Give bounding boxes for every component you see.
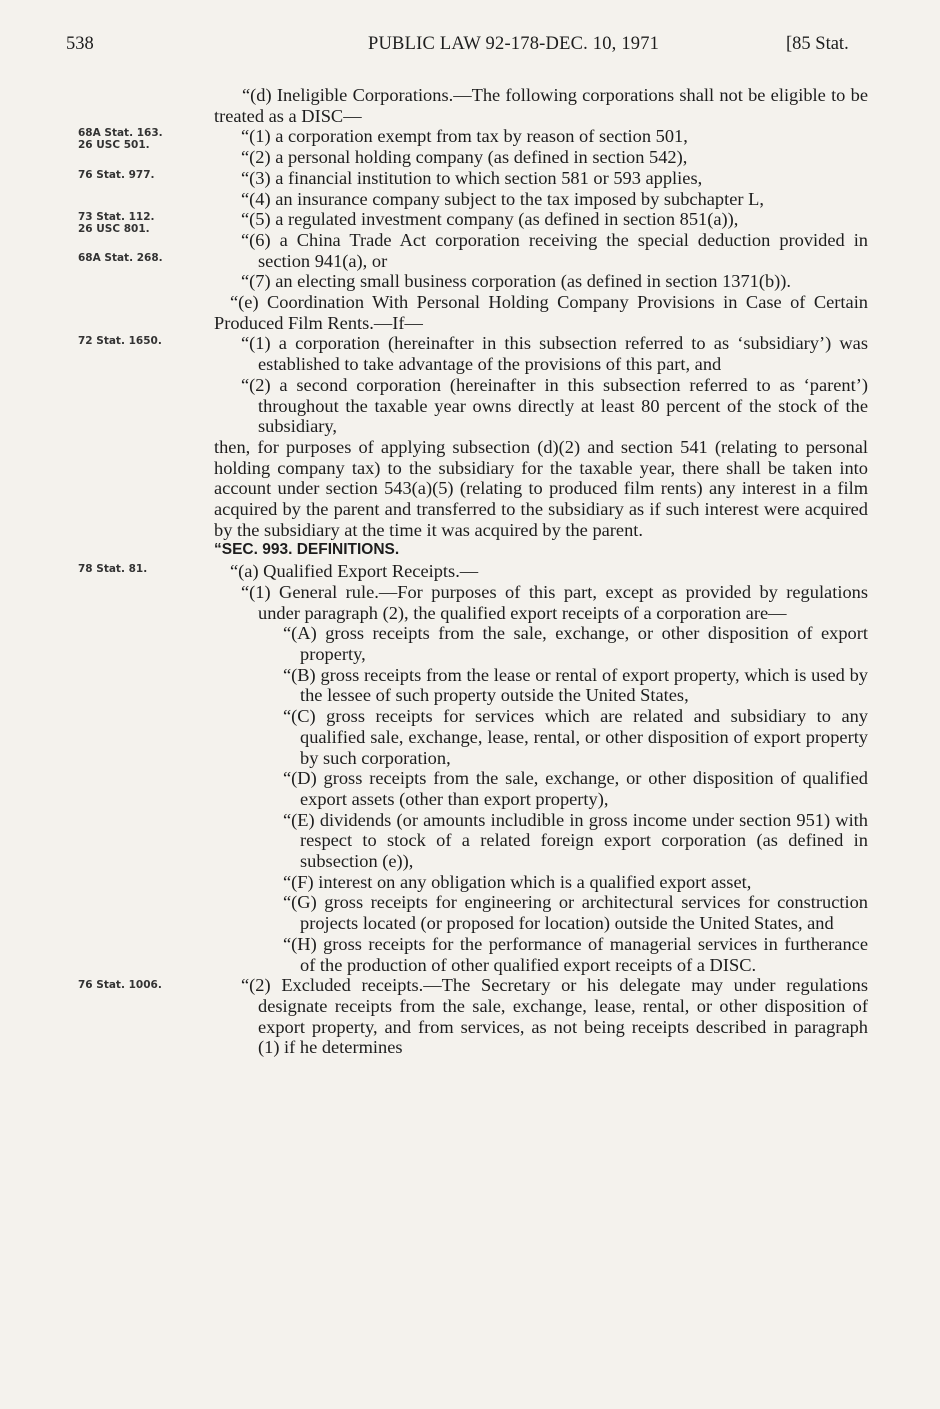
paragraph: “(1) a corporation exempt from tax by reason of section 501,: [241, 126, 688, 147]
paragraph: “(7) an electing small business corporation (as defined in section 1371(b)).: [241, 271, 792, 292]
paragraph: “(1) General rule.—For purposes of this part, except as provided by regulations under paragraph (2), the qualified export receipts of a corporation are—: [241, 581, 868, 623]
subsection-e: “(e) Coordination With Personal Holding Company Provisions in Case of Certain Produced Film Rents.—If—: [214, 292, 868, 333]
subsection-d: “(d) Ineligible Corporations.—The following corporations shall not be eligible to be treated as a DISC—: [214, 85, 868, 126]
margin-note: 76 Stat. 1006.: [78, 979, 162, 991]
margin-note: 68A Stat. 268.: [78, 252, 163, 264]
subparagraph: “(B) gross receipts from the lease or rental of export property, which is used by the lessee of such property outside the United States,: [283, 664, 868, 706]
subparagraph: “(H) gross receipts for the performance of managerial services in furtherance of the production of other qualified export receipts of a DISC.: [283, 933, 868, 975]
stat-reference: [85 Stat.: [786, 34, 849, 54]
paragraph: “(6) a China Trade Act corporation receiving the special deduction provided in section 941(a), or: [241, 229, 868, 271]
subparagraph: “(F) interest on any obligation which is a qualified export asset,: [283, 871, 752, 892]
paragraph: “(2) Excluded receipts.—The Secretary or his delegate may under regulations designate receipts from the sale, exchange, lease, rental, or other disposition of export property, and from services, as not being receipts described in paragraph (1) if he determines: [241, 975, 868, 1058]
running-title: PUBLIC LAW 92-178-DEC. 10, 1971: [368, 34, 660, 54]
paragraph: “(2) a personal holding company (as defined in section 542),: [241, 147, 688, 168]
paragraph: “(3) a financial institution to which section 581 or 593 applies,: [241, 167, 703, 188]
subparagraph: “(A) gross receipts from the sale, exchange, or other disposition of export property,: [283, 623, 868, 664]
subparagraph: “(C) gross receipts for services which are related and subsidiary to any qualified sale, exchange, lease, rental, or other disposition of export property by such corporation,: [283, 706, 868, 768]
paragraph: “(1) a corporation (hereinafter in this subsection referred to as ‘subsidiary’) was established to take advantage of the provisions of this part, and: [241, 333, 868, 375]
paragraph: “(5) a regulated investment company (as defined in section 851(a)),: [241, 209, 739, 230]
statute-body: [214, 85, 868, 1058]
subparagraph: “(E) dividends (or amounts includible in gross income under section 951) with respect to stock of a related foreign export corporation (as defined in subsection (e)),: [283, 809, 868, 872]
subparagraph: “(G) gross receipts for engineering or architectural services for construction projects located (or proposed for location) outside the United States, and: [283, 892, 868, 934]
subparagraph: “(D) gross receipts from the sale, exchange, or other disposition of qualified export assets (other than export property),: [283, 768, 868, 809]
margin-note: 26 USC 501.: [78, 139, 150, 151]
subsection-a: “(a) Qualified Export Receipts.—: [230, 561, 479, 582]
margin-note: 78 Stat. 81.: [78, 563, 148, 575]
paragraph: “(4) an insurance company subject to the tax imposed by subchapter L,: [241, 188, 764, 209]
paragraph: “(2) a second corporation (hereinafter in this subsection referred to as ‘parent’) throughout the taxable year owns directly at least 80 percent of the stock of the subsidiary,: [241, 374, 868, 437]
margin-note: 73 Stat. 112.: [78, 211, 155, 223]
section-heading: “SEC. 993. DEFINITIONS.: [214, 541, 400, 559]
margin-note: 72 Stat. 1650.: [78, 335, 162, 347]
margin-note: 26 USC 801.: [78, 223, 150, 235]
page-header: [0, 34, 940, 64]
paragraph: then, for purposes of applying subsection (d)(2) and section 541 (relating to personal holding company tax) to the subsidiary for the taxable year, there shall be taken into account under section 543(a)(5) (relating to produced film rents) any interest in a film acquired by the parent and transferred to the subsidiary as if such interest were acquired by the subsidiary at the time it was acquired by the parent.: [214, 436, 868, 540]
page-number: 538: [66, 34, 94, 54]
margin-note: 76 Stat. 977.: [78, 169, 155, 181]
margin-note: 68A Stat. 163.: [78, 127, 163, 139]
